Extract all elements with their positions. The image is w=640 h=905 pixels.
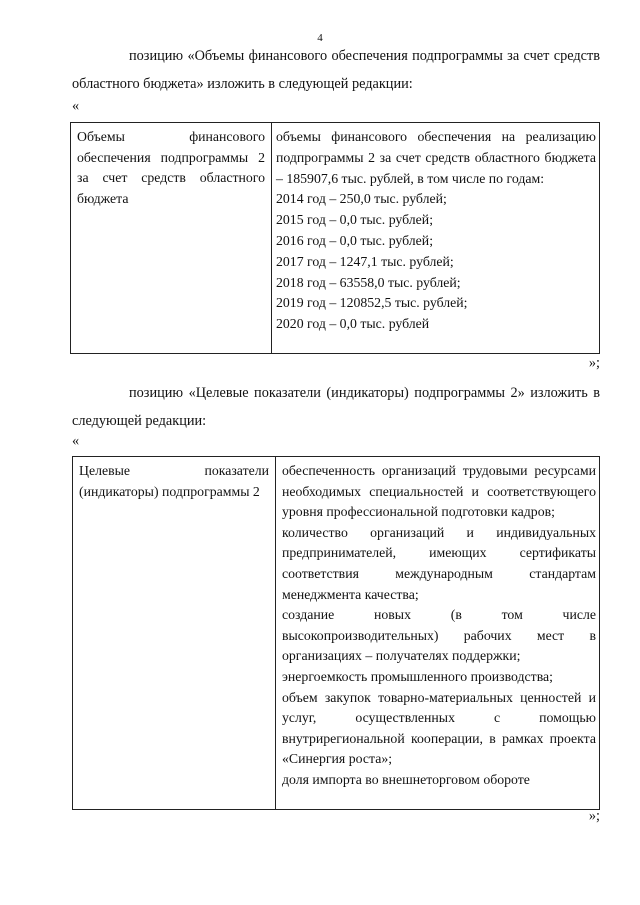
funding-year-row: 2018 год – 63558,0 тыс. рублей; bbox=[276, 274, 461, 290]
funding-value-cell bbox=[272, 123, 599, 353]
section2-intro: позицию «Целевые показатели (индикаторы) подпрограммы 2» изложить в следующей редакции: bbox=[72, 385, 600, 429]
indicators-value-cell bbox=[276, 457, 599, 809]
indicator-item: доля импорта во внешнеторговом обороте bbox=[282, 771, 530, 787]
funding-year-row: 2017 год – 1247,1 тыс. рублей; bbox=[276, 253, 454, 269]
funding-description: объемы финансового обеспечения на реализацию подпрограммы 2 за счет средств областного бюджета – 185907,6 тыс. рублей, в том числе по годам: bbox=[276, 129, 596, 186]
section2-close-quote: »; bbox=[588, 808, 600, 824]
indicator-item: обеспеченность организаций трудовыми ресурсами необходимых специальностей и соответствующего уровня профессиональной подготовки кадров; bbox=[282, 463, 596, 520]
funding-year-row: 2016 год – 0,0 тыс. рублей; bbox=[276, 232, 434, 248]
indicators-table bbox=[72, 456, 600, 810]
page-number: 4 bbox=[317, 32, 323, 44]
funding-label-cell: Объемы финансового обеспечения подпрограммы 2 за счет средств областного бюджета bbox=[71, 123, 272, 353]
section1-intro: позицию «Объемы финансового обеспечения подпрограммы за счет средств областного бюджета» изложить в следующей редакции: bbox=[72, 48, 600, 92]
indicator-item: создание новых (в том числе высокопроизводительных) рабочих мест в организациях – получателях поддержки; bbox=[282, 607, 596, 664]
section1-open-quote: « bbox=[72, 98, 80, 114]
section2-open-quote: « bbox=[72, 433, 80, 449]
indicator-item: объем закупок товарно-материальных ценностей и услуг, осуществленных с помощью внутрирегиональной кооперации, в рамках проекта «Синергия роста»; bbox=[282, 689, 596, 767]
section1-close-quote: »; bbox=[588, 355, 600, 371]
funding-year-row: 2015 год – 0,0 тыс. рублей; bbox=[276, 212, 434, 228]
indicator-item: количество организаций и индивидуальных предпринимателей, имеющих сертификаты соответствия международным стандартам менеджмента качества; bbox=[282, 524, 596, 602]
funding-year-row: 2019 год – 120852,5 тыс. рублей; bbox=[276, 295, 468, 311]
indicator-item: энергоемкость промышленного производства; bbox=[282, 668, 553, 684]
funding-year-row: 2020 год – 0,0 тыс. рублей bbox=[276, 316, 430, 332]
indicators-label-cell: Целевые показатели (индикаторы) подпрограммы 2 bbox=[73, 457, 276, 809]
funding-year-row: 2014 год – 250,0 тыс. рублей; bbox=[276, 191, 447, 207]
funding-table bbox=[70, 122, 600, 354]
